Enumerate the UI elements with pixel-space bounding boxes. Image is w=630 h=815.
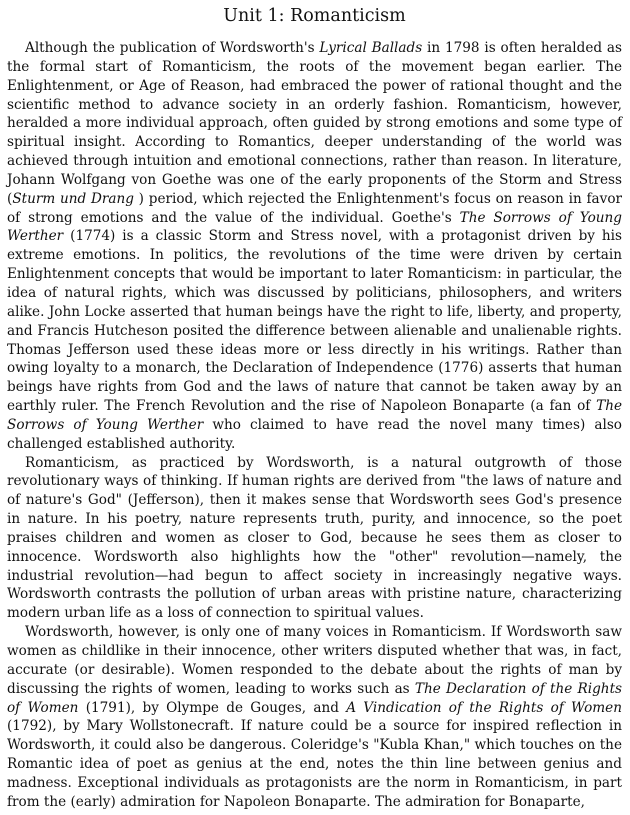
paragraph-3 <box>7 623 622 811</box>
paragraph-text: (1791), by Olympe de Gouges, and <box>78 699 347 716</box>
italic-title-text: Lyrical Ballads <box>319 40 423 56</box>
italic-title-text: The Declaration of the Rights of Women <box>7 680 623 716</box>
paragraph-1 <box>7 39 622 454</box>
paragraph-text: (1774) is a classic Storm and Stress novel, with a protagonist driven by his extreme emotions. In politics, the revolutions of the time were driven by certain Enlightenment concepts that would be important to later Romanticism: in particular, the idea of natural rights, which was discussed by politicians, philosophers, and writers alike. John Locke asserted that human beings have the right to life, liberty, and property, and Francis Hutcheson posited the difference between alienable and unalienable rights. Thomas Jefferson used these ideas more or less directly in his writings. Rather than owing loyalty to a monarch, the Declaration of Independence (1776) asserts that human beings have rights from God and the laws of nature that cannot be taken away by an earthly ruler. The French Revolution and the rise of Napoleon Bonaparte (a fan of <box>7 228 622 415</box>
paragraph-2 <box>7 454 622 624</box>
document-body <box>7 39 622 812</box>
paragraph-text: Wordsworth, however, is only one of many voices in Romanticism. If Wordsworth saw women as childlike in their innocence, other writers disputed whether that was, in fact, accurate (or desirable). Women responded to the debate about the rights of man by discussing the rights of women, leading to works such as <box>7 624 622 697</box>
paragraph-text: who claimed to have read the novel many times) also challenged established authority. <box>7 416 622 452</box>
paragraph-text: Romanticism, as practiced by Wordsworth, is a natural outgrowth of those revolutionary ways of thinking. If human rights are derived from "the laws of nature and of nature's God" (Jefferson), then it makes sense that Wordsworth sees God's presence in nature. In his poetry, nature represents truth, purity, and innocence, so the poet praises children and women as closer to God, because he sees them as closer to innocence. Wordsworth also highlights how the "other" revolution—namely, the industrial revolution—had begun to affect society in increasingly negative ways. Wordsworth contrasts the pollution of urban areas with pristine nature, characterizing modern urban life as a loss of connection to spiritual values. <box>7 454 622 622</box>
italic-title-text: The Sorrows of Young Werther <box>7 398 622 433</box>
paragraph-text: in 1798 is often heralded as the formal start of Romanticism, the roots of the movement began earlier. The Enlightenment, or Age of Reason, had embraced the power of rational thought and the scientific method to advance society in an orderly fashion. Romanticism, however, heralded a more individual approach, often guided by strong emotions and some type of spiritual insight. According to Romantics, deeper understanding of the world was achieved through intuition and emotional connections, rather than reason. In literature, Johann Wolfgang von Goethe was one of the early proponents of the Storm and Stress ( <box>7 40 622 207</box>
italic-title-text: The Sorrows of Young Werther <box>7 209 622 245</box>
page-title: Unit 1: Romanticism <box>223 6 406 26</box>
paragraph-text: Although the publication of Wordsworth's <box>25 40 320 56</box>
paragraph-text: ) period, which rejected the Enlightenment's focus on reason in favor of strong emotions and the value of the individual. Goethe's <box>7 190 622 226</box>
italic-title-text: A Vindication of the Rights of Women <box>346 699 622 716</box>
italic-title-text: Sturm und Drang <box>12 190 134 207</box>
paragraph-text: (1792), by Mary Wollstonecraft. If nature could be a source for inspired reflection in Wordsworth, it could also be dangerous. Coleridge's "Kubla Khan," which touches on the Romantic idea of poet as genius at the end, notes the thin line between genius and madness. Exceptional individuals as protagonists are the norm in Romanticism, in part from the (early) admiration for Napoleon Bonaparte. The admiration for Bonaparte, <box>7 718 622 810</box>
